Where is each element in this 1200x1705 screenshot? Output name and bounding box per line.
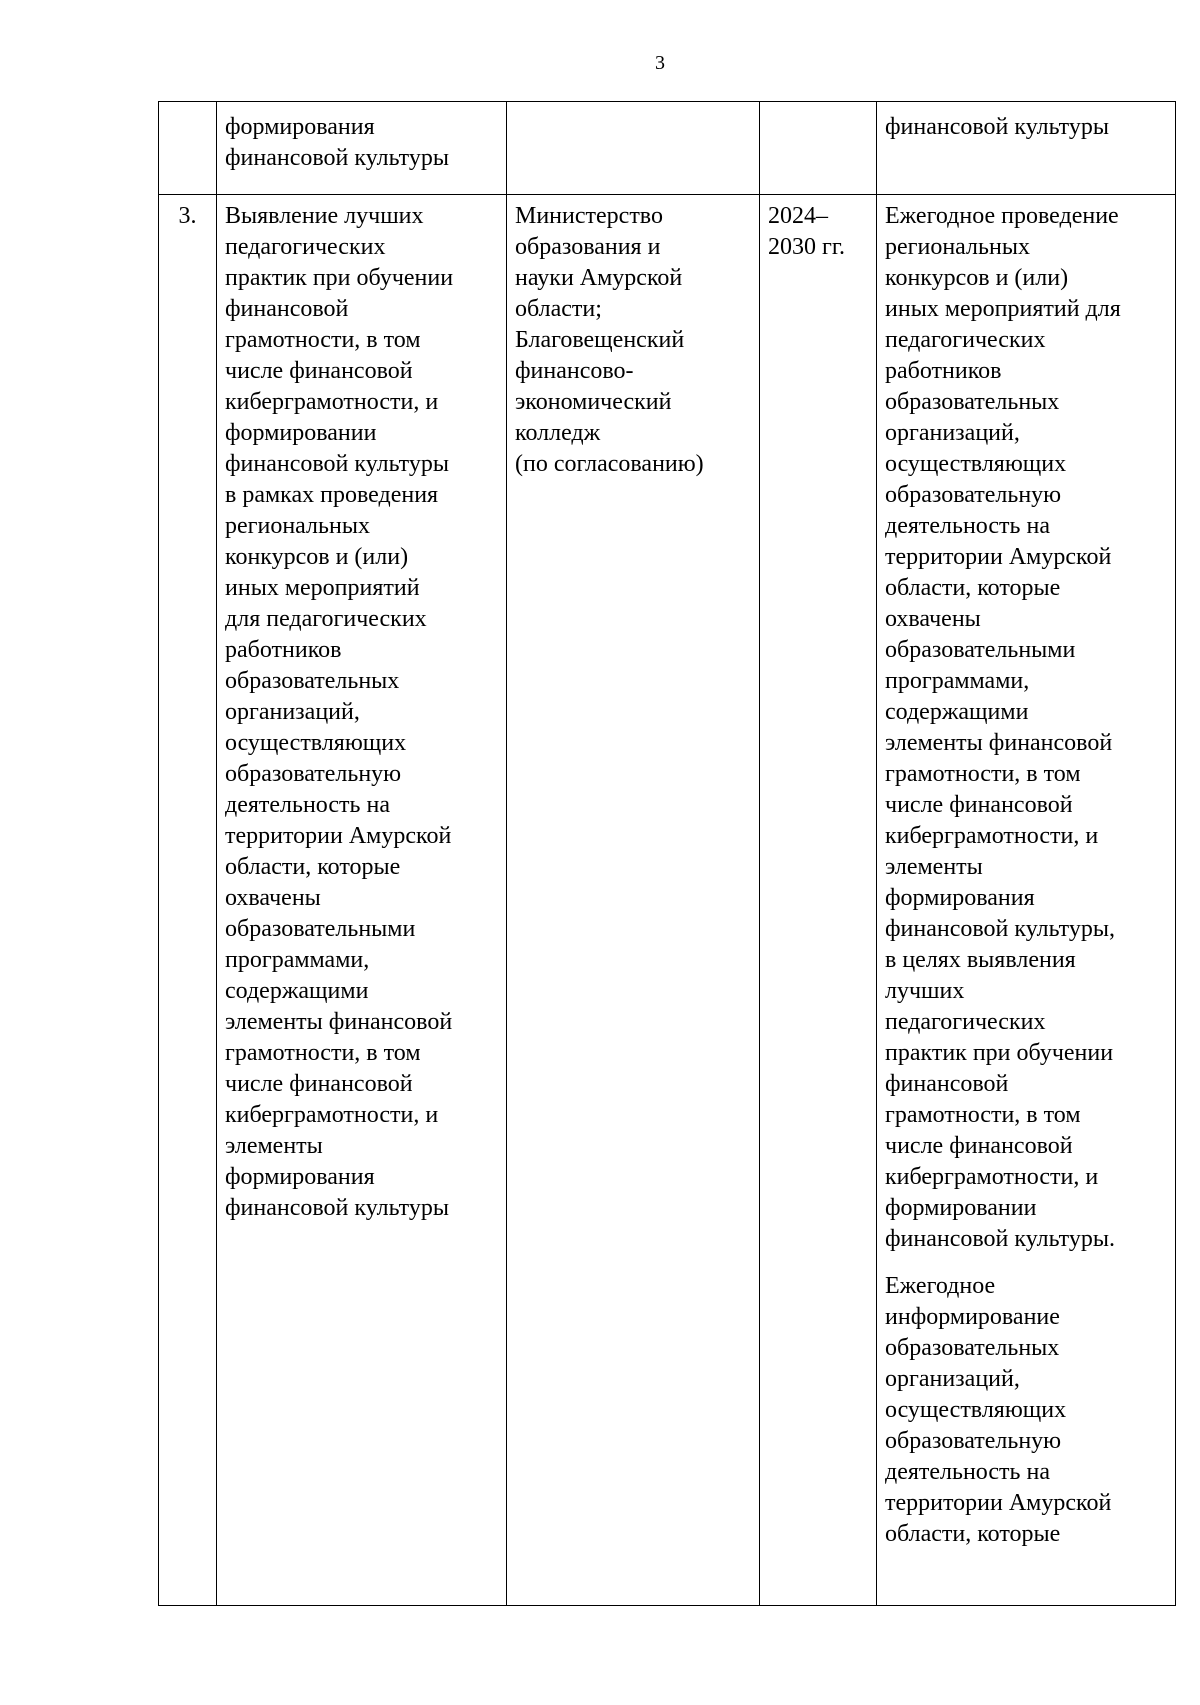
result-cell xyxy=(877,195,1176,1606)
event-text: формирования финансовой культуры xyxy=(225,114,449,171)
term-cell xyxy=(760,102,877,195)
executor-cell xyxy=(507,195,760,1606)
row-number: 3. xyxy=(178,203,197,229)
event-cell xyxy=(217,102,507,195)
page-number: 3 xyxy=(655,52,665,74)
term-text: 2024– 2030 гг. xyxy=(768,203,845,260)
table-row-continuation xyxy=(159,102,1176,195)
table-row xyxy=(159,195,1176,1606)
event-cell xyxy=(217,195,507,1606)
row-number-cell xyxy=(159,195,217,1606)
result-paragraph-1: Ежегодное проведение региональных конкурсов и (или) иных мероприятий для педагогических работников образовательных организаций, осуществляющих образовательную деятельность на территории Амурской области, которые охвачены образовательными программами, содержащими элементы финансовой грамотности, в том числе финансовой киберграмотности, и элементы формирования финансовой культуры, в целях выявления лучших педагогических практик при обучении финансовой грамотности, в том числе финансовой киберграмотности, и формировании финансовой культуры. xyxy=(885,203,1121,1252)
event-text: Выявление лучших педагогических практик при обучении финансовой грамотности, в том числе финансовой киберграмотности, и формировании финансовой культуры в рамках проведения региональных конкурсов и (или) иных мероприятий для педагогических работников образовательных организаций, осуществляющих образовательную деятельность на территории Амурской области, которые охвачены образовательными программами, содержащими элементы финансовой грамотности, в том числе финансовой киберграмотности, и элементы формирования финансовой культуры xyxy=(225,203,454,1221)
row-number-cell xyxy=(159,102,217,195)
result-text: финансовой культуры xyxy=(885,114,1109,140)
result-cell xyxy=(877,102,1176,195)
measures-table xyxy=(158,101,1176,1606)
executor-text: Министерство образования и науки Амурской области; Благовещенский финансово- экономический колледж (по согласованию) xyxy=(515,203,704,477)
executor-cell xyxy=(507,102,760,195)
result-paragraph-2: Ежегодное информирование образовательных организаций, осуществляющих образовательную деятельность на территории Амурской области, которые xyxy=(885,1273,1112,1547)
term-cell xyxy=(760,195,877,1606)
